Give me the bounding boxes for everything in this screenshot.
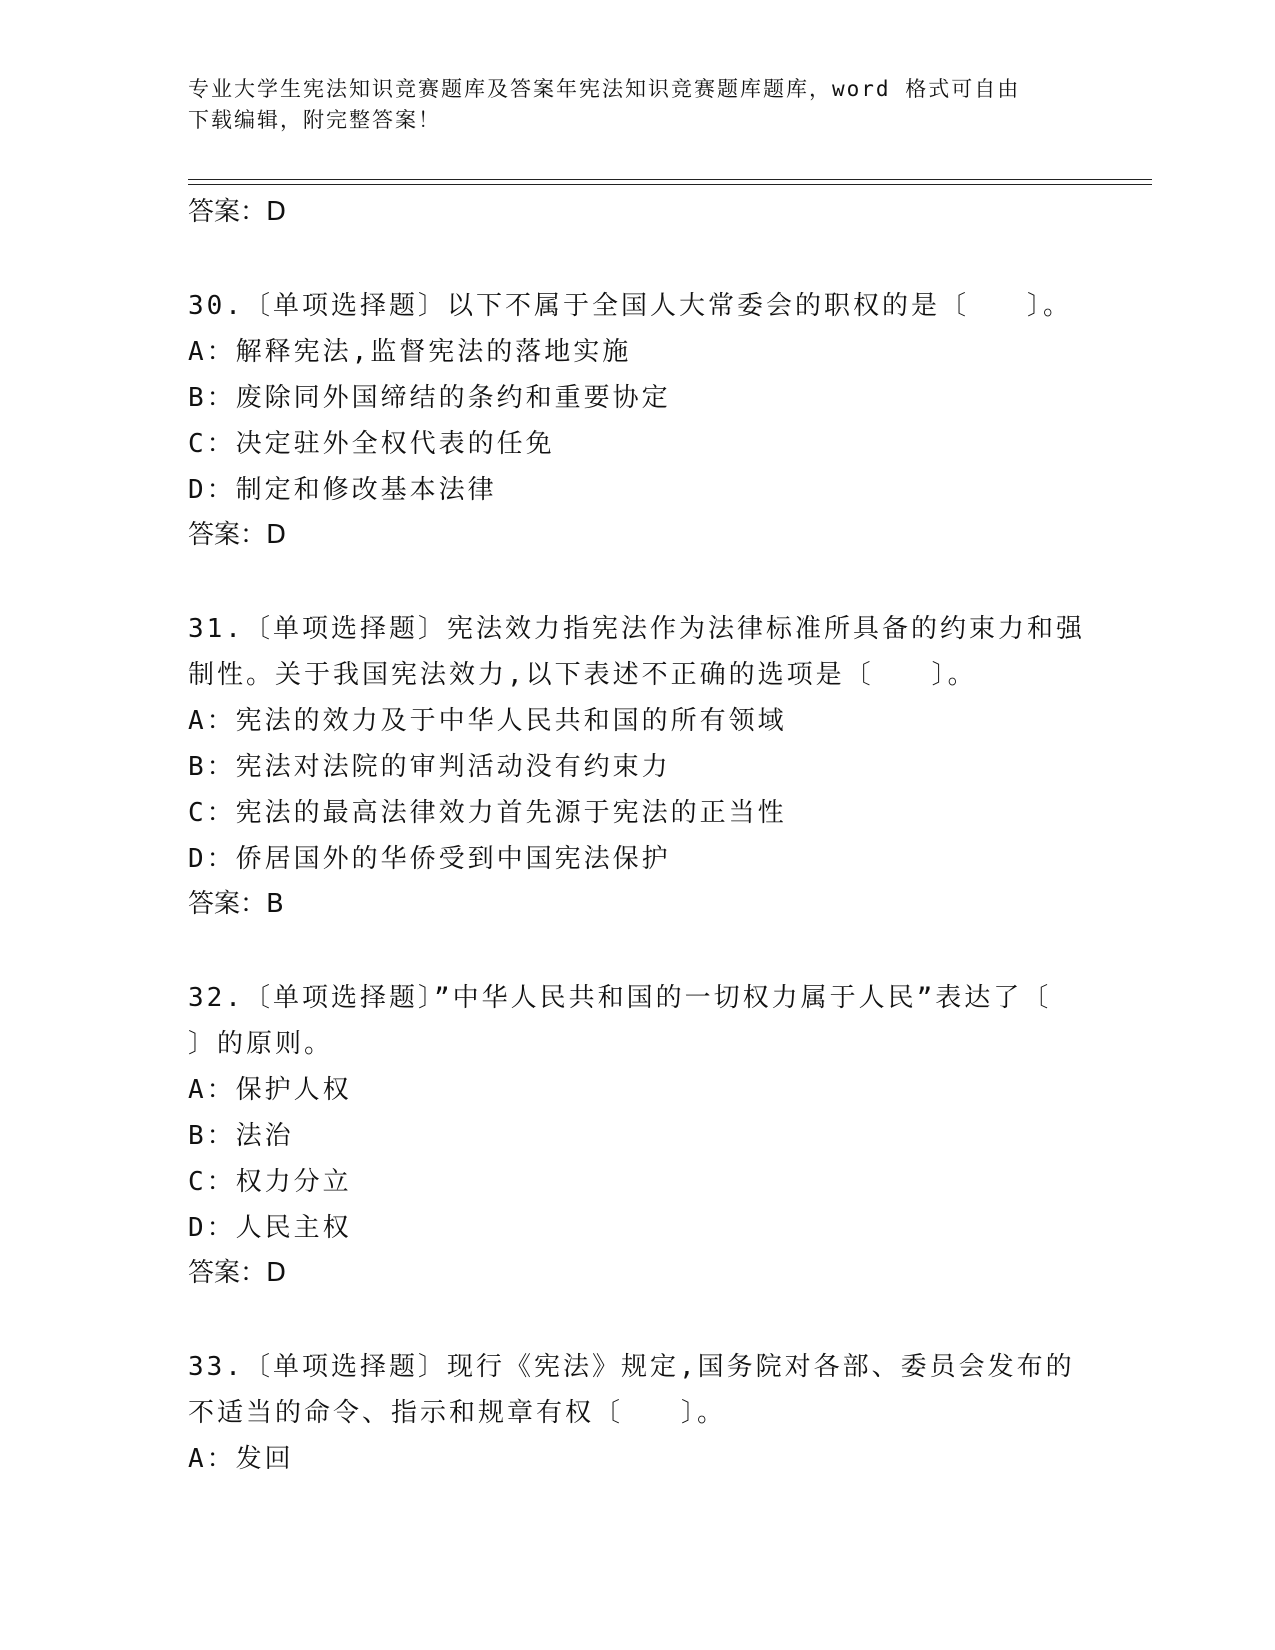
option-b: B：宪法对法院的审判活动没有约束力 [188,752,671,782]
option-d: D：人民主权 [188,1213,352,1243]
option-a: A：解释宪法,监督宪法的落地实施 [188,337,632,367]
option-b: B：法治 [188,1121,294,1151]
answer-line: 答案：D [188,197,287,227]
question-stem: 31.〔单项选择题〕宪法效力指宪法作为法律标准所具备的约束力和强 [188,614,1085,644]
option-d: D：侨居国外的华侨受到中国宪法保护 [188,844,671,874]
question-30 [188,283,1088,557]
option-d: D：制定和修改基本法律 [188,475,497,505]
question-stem-continued: 〕的原则。 [188,1029,334,1059]
header-rule-bottom [188,184,1152,185]
option-a: A：保护人权 [188,1075,352,1105]
answer-line: 答案：D [188,1258,287,1288]
question-stem-continued: 不适当的命令、指示和规章有权〔 〕。 [188,1398,727,1428]
option-c: C：宪法的最高法律效力首先源于宪法的正当性 [188,798,787,828]
option-c: C：权力分立 [188,1167,352,1197]
answer-line: 答案：D [188,520,287,550]
option-a: A：宪法的效力及于中华人民共和国的所有领域 [188,706,787,736]
header-rule-top [188,179,1152,180]
header-line-1: 专业大学生宪法知识竞赛题库及答案年宪法知识竞赛题库题库，word 格式可自由 [188,77,1021,101]
option-c: C：决定驻外全权代表的任免 [188,429,555,459]
option-b: B：废除同外国缔结的条约和重要协定 [188,383,671,413]
answer-line: 答案：B [188,889,284,919]
question-31 [188,606,1088,926]
question-stem: 32.〔单项选择题〕”中华人民共和国的一切权力属于人民”表达了〔 [188,983,1052,1013]
header-line-2: 下载编辑，附完整答案！ [188,108,441,132]
question-stem-continued: 制性。关于我国宪法效力,以下表述不正确的选项是〔 〕。 [188,660,977,690]
question-33 [188,1344,1088,1482]
question-32 [188,975,1088,1295]
question-stem: 33.〔单项选择题〕现行《宪法》规定,国务院对各部、委员会发布的 [188,1352,1075,1382]
question-stem: 30.〔单项选择题〕以下不属于全国人大常委会的职权的是〔 〕。 [188,291,1072,321]
question-list [188,190,1088,1482]
document-header [188,74,1068,136]
option-a: A：发回 [188,1444,294,1474]
